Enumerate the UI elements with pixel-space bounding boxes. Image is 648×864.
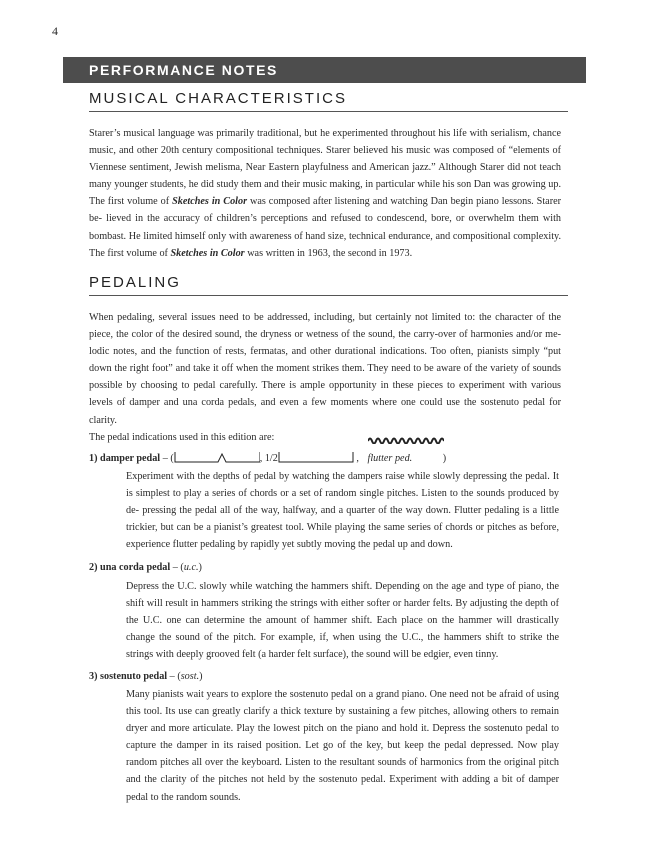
damper-pedal-description: Experiment with the depths of pedal by watching the dampers raise while slowly depressing the pedal. It is simplest to play a series of chords or a set of random single pitches. Listen to the sounds produced by de- pressing the pedal all of the way, halfway, and a quarter of the way down. Flutter pedaling is a little trickier, but can be a pianist’s greatest tool. While playing the same series of chords or pitches as before, experience flutter pedaling by rapidly yet subtly moving the pedal up and down. — [126, 471, 560, 551]
heading-musical-characteristics: MUSICAL CHARACTERISTICS — [89, 90, 568, 112]
sostenuto-pedal-label: 3) sostenuto pedal – (sost.) — [89, 671, 203, 682]
una-corda-marking: u.c. — [183, 562, 199, 573]
sostenuto-pedal-description: Many pianists wait years to explore the sostenuto pedal on a grand piano. One need not be afraid of using this tool. Its use can greatly clarify a thick texture by sustaining a few pitches, allowing others to remain dryer and more articulate. Play the lowest pitch on the piano and hold it. Depress the sostenuto pedal to capture the damper in its raised position. Let go of the key, but keep the pedal depressed. Now play random pitches all over the keyboard. Listen to the resultant sounds of harmonics from the original pitch and the clarity of the pitches not held by the sostenuto pedal. Experiment with adding a bit of damper pedal to the random sounds. — [126, 689, 560, 803]
page-number: 4 — [52, 24, 58, 38]
flutter-wavy-line — [368, 436, 444, 444]
book-title: Sketches in Color — [172, 196, 248, 208]
una-corda-pedal-label: 2) una corda pedal – (u.c.) — [89, 562, 202, 573]
una-corda-pedal-name: 2) una corda pedal — [89, 562, 171, 573]
heading-pedaling: PEDALING — [89, 274, 568, 296]
pedal-bracket-full — [174, 452, 260, 463]
sostenuto-marking: sost. — [180, 671, 200, 682]
pedal-intro: The pedal indications used in this edition are: — [89, 432, 275, 443]
damper-pedal-name: 1) damper pedal — [89, 453, 161, 464]
flutter-pedal-marking: flutter ped. — [367, 453, 413, 464]
pedaling-paragraph: When pedaling, several issues need to be addressed, including, but certainly not limited to: the character of the piece, the color of the desired sound, the dryness or wetness of the sound, the carry-over of harmonies and/or me- lodic notes, and the function of rests, fermatas, and other durational indications. Too often, pianists simply “put down the right foot” and take it off when the moment strikes them. They need to be aware of the variety of sounds possible by choosing to pedal carefully. There is ample opportunity in these pieces to experiment with various levels of damper and una corda pedals, and even a few moments where one could use the sostenuto pedal for clarity. — [89, 312, 561, 426]
damper-pedal-label: 1) damper pedal – ( , 1/2 , flutter ped. ) — [89, 453, 447, 464]
pedal-bracket-half — [278, 452, 354, 463]
una-corda-pedal-description: Depress the U.C. slowly while watching the hammers shift. Depending on the age and type of piano, the shift will result in hammers striking the strings with either softer or harder felts. By adjusting the depth of the U.C. one can determine the amount of hammer shift. Each place on the hammer will drastically change the sound of the pitch. For example, if, when using the U.C., the hammers shift to strike the strings with deeply grooved felt (a harder felt surface), the sound will be edgier, even tinny. — [126, 581, 560, 661]
section-banner: PERFORMANCE NOTES — [63, 57, 586, 83]
sostenuto-pedal-name: 3) sostenuto pedal — [89, 671, 168, 682]
book-title: Sketches in Color — [170, 247, 245, 259]
musical-paragraph: Starer’s musical language was primarily traditional, but he experimented throughout his life with serialism, chance music, and other 20th century compositional techniques. Starer believed his music was composed of “elements of Viennese sentiment, Jewish melisma, Near Eastern playfulness and American jazz.” Although Starer did not teach many younger students, he did study them and their music making, in particular while his son Dan was growing up. The first volume of Sketches in Color was composed after listening and watching Dan begin piano lessons. Starer be- lieved in the accuracy of children’s perceptions and refused to condescend, bore, or overwhelm them with bombast. He limited himself only with awareness of hand size, technical endurance, and compositional complexity. The first volume of Sketches in Color was written in 1963, the second in 1973. — [89, 128, 562, 259]
